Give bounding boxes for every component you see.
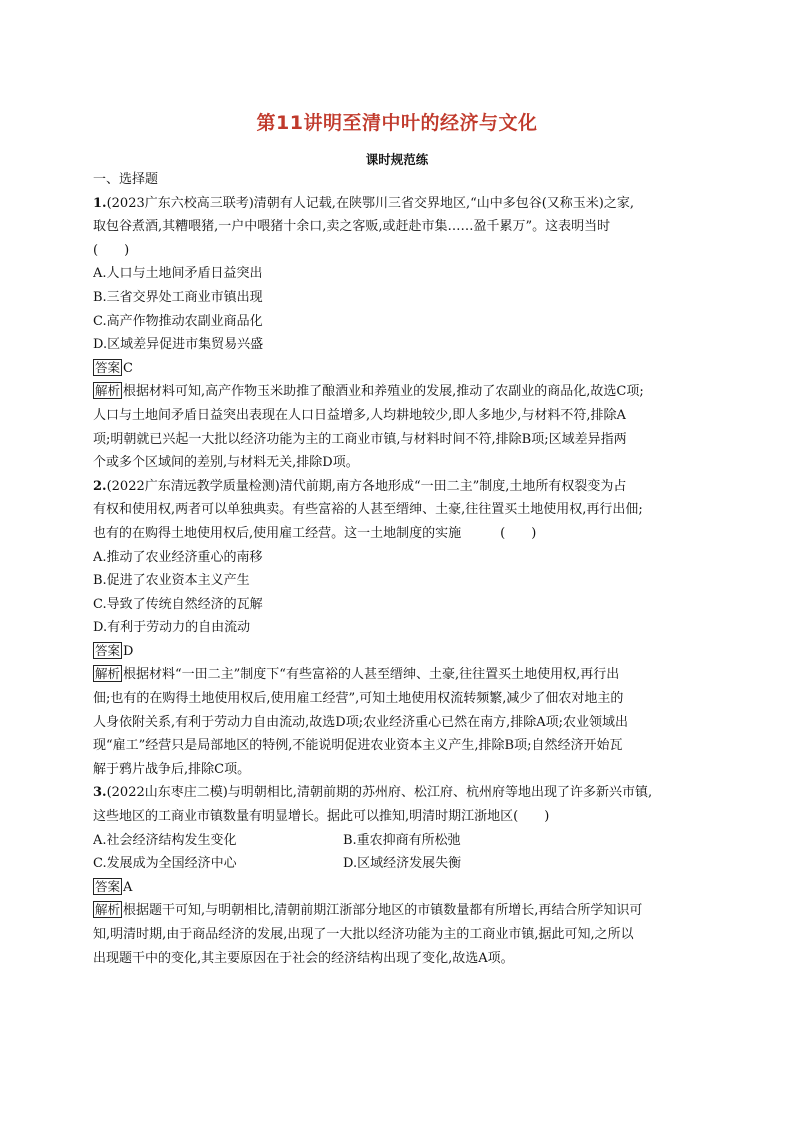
option-d: D.区域差异促进市集贸易兴盛	[93, 337, 264, 353]
question-2	[93, 475, 705, 782]
analysis-line: 解析 根据材料“一田二主”制度下“有些富裕的人甚至缙绅、土豪,往往置买土地使用权,再行出	[95, 666, 620, 683]
analysis-tag: 解析	[95, 383, 121, 399]
section-heading: 一、选择题	[93, 172, 159, 187]
answer-value: A	[123, 879, 133, 895]
analysis-tag: 解析	[95, 902, 121, 918]
answer-tag: 答案	[95, 642, 121, 658]
answer-tag: 答案	[95, 878, 121, 894]
analysis-line: 个或多个区域间的差别,与材料无关,排除D项。	[93, 455, 359, 471]
question-stem-line: 取包谷煮酒,其糟喂猪,一户中喂猪十余口,卖之客贩,或赶赴市集……盈千累万”。这表明当时	[93, 219, 611, 235]
question-number: 3.	[93, 785, 107, 801]
analysis-line: 解析 根据题干可知,与明朝相比,清朝前期江浙部分地区的市镇数量都有所增长,再结合所学知识可	[95, 902, 643, 919]
option-b: B.三省交界处工商业市镇出现	[93, 289, 263, 305]
analysis-line: 知,明清时期,由于商品经济的发展,出现了一大批以经济功能为主的工商业市镇,据此可知,之所以	[93, 927, 634, 942]
question-stem-line: 这些地区的工商业市镇数量有明显增长。据此可以推知,明清时期江浙地区( )	[93, 809, 550, 825]
question-stem-line: 3.(2022山东枣庄二模)与明朝相比,清朝前期的苏州府、松江府、杭州府等地出现了许多新兴市镇,	[93, 785, 653, 801]
page-subtitle: 课时规范练	[365, 152, 429, 167]
option-d: D.区域经济发展失衡	[343, 856, 462, 872]
answer-line	[93, 876, 705, 900]
option-c: C.高产作物推动农副业商品化	[93, 313, 263, 329]
question-3	[93, 781, 705, 970]
analysis-line: 佃;也有的在购得土地使用权后,使用雇工经营”,可知土地使用权流转频繁,减少了佃农对地主的	[93, 691, 624, 707]
question-number: 1.	[93, 195, 107, 211]
question-stem-line: 1.(2023广东六校高三联考)清朝有人记载,在陕鄂川三省交界地区,“山中多包谷(又称玉米)之家,	[93, 195, 634, 211]
option-a: A.人口与土地间矛盾日益突出	[93, 266, 263, 282]
option-b: B.重农抑商有所松弛	[343, 832, 461, 848]
question-stem-line: ( )	[93, 242, 130, 258]
option-c: C.发展成为全国经济中心	[93, 856, 237, 872]
option-a: A.推动了农业经济重心的南移	[93, 549, 263, 565]
answer-line	[93, 357, 705, 381]
question-stem-line: 也有的在购得土地使用权后,使用雇工经营。这一土地制度的实施 ( )	[93, 525, 537, 541]
options-row	[93, 852, 705, 876]
answer-tag: 答案	[95, 359, 121, 375]
content	[93, 168, 705, 970]
analysis-line: 出现题干中的变化,其主要原因在于社会的经济结构出现了变化,故选A项。	[93, 950, 514, 966]
question-1	[93, 192, 705, 475]
option-a: A.社会经济结构发生变化	[93, 832, 237, 848]
analysis-line: 人身依附关系,有利于劳动力自由流动,故选D项;农业经济重心已然在南方,排除A项;农业领域出	[93, 714, 628, 730]
analysis-line: 人口与土地间矛盾日益突出表现在人口日益增多,人均耕地较少,即人多地少,与材料不符,排除A	[93, 407, 626, 423]
options-row	[93, 829, 705, 853]
analysis-line: 解析 根据材料可知,高产作物玉米助推了酿酒业和养殖业的发展,推动了农副业的商品化,故选C项;	[95, 383, 644, 400]
analysis-line: 解于鸦片战争后,排除C项。	[93, 761, 251, 777]
answer-line	[93, 640, 705, 664]
question-stem-line: 2.(2022广东清远教学质量检测)清代前期,南方各地形成“一田二主”制度,土地所有权裂变为占	[93, 478, 627, 494]
answer-value: D	[123, 643, 134, 659]
option-c: C.导致了传统自然经济的瓦解	[93, 596, 263, 612]
question-stem-line: 有权和使用权,两者可以单独典卖。有些富裕的人甚至缙绅、土豪,往往置买土地使用权,再行出佃;	[93, 502, 643, 518]
option-d: D.有利于劳动力的自由流动	[93, 620, 251, 636]
analysis-tag: 解析	[95, 666, 121, 682]
option-b: B.促进了农业资本主义产生	[93, 573, 250, 589]
analysis-line: 现“雇工”经营只是局部地区的特例,不能说明促进农业资本主义产生,排除B项;自然经济开始瓦	[93, 738, 623, 754]
page-title: 第11讲明至清中叶的经济与文化	[256, 112, 538, 134]
analysis-line: 项;明朝就已兴起一大批以经济功能为主的工商业市镇,与材料时间不符,排除B项;区域差异指两	[93, 431, 627, 447]
question-number: 2.	[93, 478, 107, 494]
answer-value: C	[123, 360, 133, 376]
